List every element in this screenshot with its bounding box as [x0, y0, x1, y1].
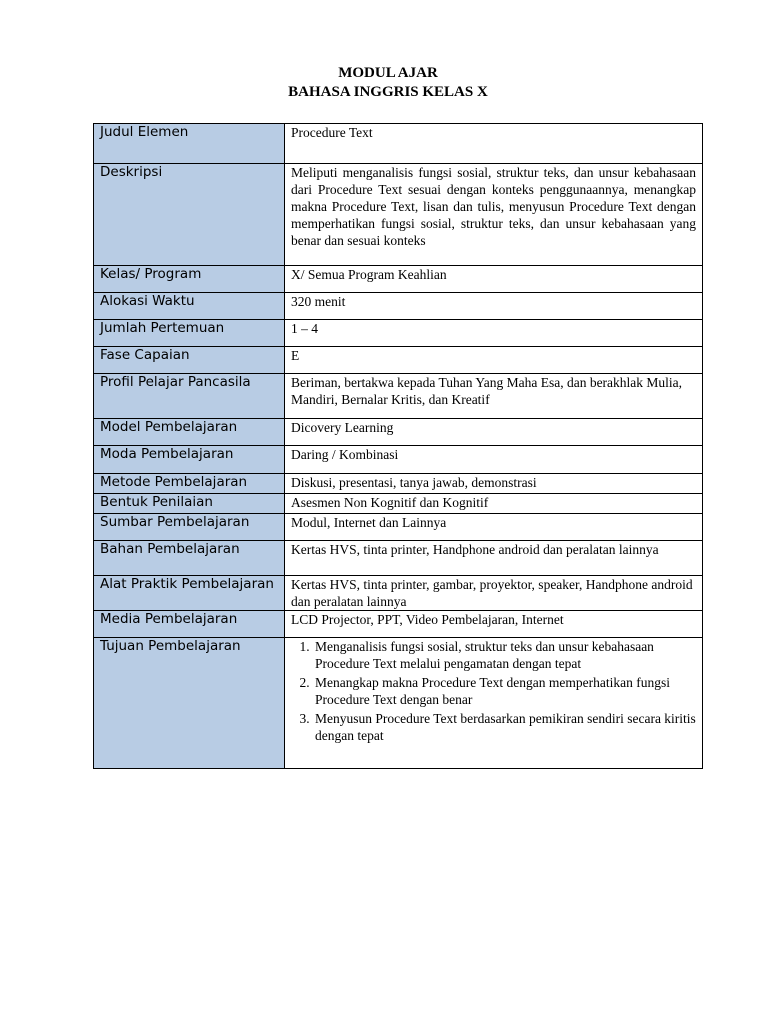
- title-line-1: MODUL AJAR: [338, 65, 438, 81]
- row-value: X/ Semua Program Keahlian: [285, 266, 703, 293]
- table-row: [94, 446, 703, 474]
- table-row: [94, 576, 703, 611]
- row-label: Sumbar Pembelajaran: [94, 514, 285, 541]
- list-item: 2. Menangkap makna Procedure Text dengan memperhatikan fungsi Procedure Text dengan benar: [313, 674, 696, 708]
- list-item: 1. Menganalisis fungsi sosial, struktur teks dan unsur kebahasaan Procedure Text melalui pengamatan dengan tepat: [313, 638, 696, 672]
- row-label: Bentuk Penilaian: [94, 494, 285, 514]
- row-value: Asesmen Non Kognitif dan Kognitif: [285, 494, 703, 514]
- row-label: Judul Elemen: [94, 124, 285, 164]
- table-row: [94, 514, 703, 541]
- row-label: Jumlah Pertemuan: [94, 320, 285, 347]
- row-label: Fase Capaian: [94, 347, 285, 374]
- table-row: [94, 611, 703, 638]
- row-value: E: [285, 347, 703, 374]
- row-label: Alat Praktik Pembelajaran: [94, 576, 285, 611]
- row-value: Daring / Kombinasi: [285, 446, 703, 474]
- row-label: Model Pembelajaran: [94, 419, 285, 446]
- row-label: Moda Pembelajaran: [94, 446, 285, 474]
- title-line-2: BAHASA INGGRIS KELAS X: [288, 84, 488, 100]
- table-row: [94, 638, 703, 769]
- row-label: Alokasi Waktu: [94, 293, 285, 320]
- table-row: [94, 320, 703, 347]
- row-value: Beriman, bertakwa kepada Tuhan Yang Maha Esa, dan berakhlak Mulia, Mandiri, Bernalar Kritis, dan Kreatif: [285, 374, 703, 419]
- row-label: Profil Pelajar Pancasila: [94, 374, 285, 419]
- row-value: 320 menit: [285, 293, 703, 320]
- table-row: [94, 347, 703, 374]
- row-value: Kertas HVS, tinta printer, gambar, proyektor, speaker, Handphone android dan peralatan lainnya: [285, 576, 703, 611]
- table-row: [94, 124, 703, 164]
- row-value: 1 – 4: [285, 320, 703, 347]
- row-value: Kertas HVS, tinta printer, Handphone android dan peralatan lainnya: [285, 541, 703, 576]
- row-value: Diskusi, presentasi, tanya jawab, demonstrasi: [285, 474, 703, 494]
- table-row: [94, 541, 703, 576]
- row-label: Kelas/ Program: [94, 266, 285, 293]
- row-value: Meliputi menganalisis fungsi sosial, struktur teks, dan unsur kebahasaan dari Procedure Text sesuai dengan konteks penggunaannya, menangkap makna Procedure Text, lisan dan tulis, menyusun Procedure Text dengan memperhatikan fungsi sosial, struktur teks, dan unsur kebahasaan yang benar dan sesuai konteks: [285, 164, 703, 266]
- table-row: [94, 374, 703, 419]
- row-value: LCD Projector, PPT, Video Pembelajaran, Internet: [285, 611, 703, 638]
- row-value: Dicovery Learning: [285, 419, 703, 446]
- table-row: [94, 164, 703, 266]
- table-row: [94, 266, 703, 293]
- row-value: Modul, Internet dan Lainnya: [285, 514, 703, 541]
- tujuan-list: [291, 638, 696, 744]
- row-label: Deskripsi: [94, 164, 285, 266]
- row-label: Media Pembelajaran: [94, 611, 285, 638]
- row-value: Procedure Text: [285, 124, 703, 164]
- row-label: Metode Pembelajaran: [94, 474, 285, 494]
- modul-table: [93, 123, 703, 769]
- table-row: [94, 474, 703, 494]
- table-row: [94, 494, 703, 514]
- table-row: [94, 293, 703, 320]
- list-item: 3. Menyusun Procedure Text berdasarkan pemikiran sendiri secara kiritis dengan tepat: [313, 710, 696, 744]
- tujuan-value: [285, 638, 703, 769]
- row-label: Tujuan Pembelajaran: [94, 638, 285, 769]
- document-title: [0, 64, 768, 102]
- table-row: [94, 419, 703, 446]
- row-label: Bahan Pembelajaran: [94, 541, 285, 576]
